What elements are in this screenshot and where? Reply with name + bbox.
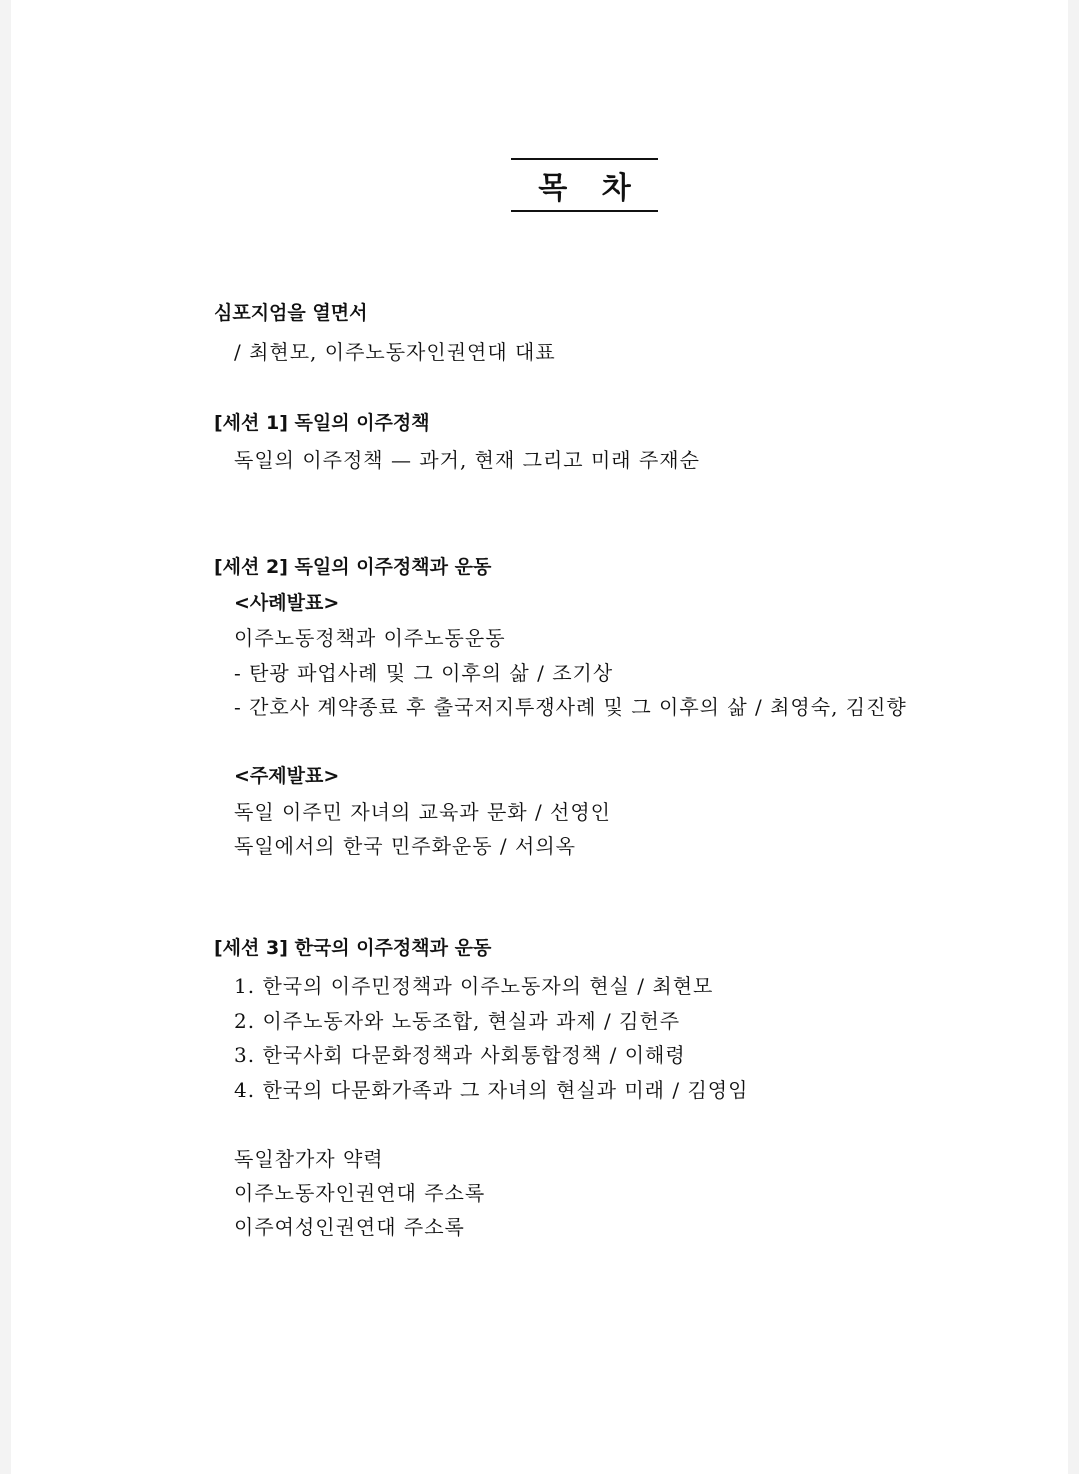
session3-item: 1. 한국의 이주민정책과 이주노동자의 현실 / 최현모 <box>234 974 714 998</box>
topic-item: 독일에서의 한국 민주화운동 / 서의옥 <box>234 834 576 858</box>
opening-heading: 심포지엄을 열면서 <box>214 302 368 324</box>
appendix-item: 이주여성인권연대 주소록 <box>234 1215 465 1239</box>
toc-title-box <box>511 158 658 212</box>
toc-title: 목 차 <box>538 171 643 206</box>
topic-item: 독일 이주민 자녀의 교육과 문화 / 선영인 <box>234 800 612 824</box>
session3-heading: [세션 3] 한국의 이주정책과 운동 <box>214 937 492 959</box>
session3-item: 4. 한국의 다문화가족과 그 자녀의 현실과 미래 / 김영임 <box>234 1078 749 1102</box>
case-heading: <사례발표> <box>234 592 340 614</box>
session1-item: 독일의 이주정책 — 과거, 현재 그리고 미래 주재순 <box>234 448 700 472</box>
session3-item: 3. 한국사회 다문화정책과 사회통합정책 / 이해령 <box>234 1043 686 1067</box>
opening-author: / 최현모, 이주노동자인권연대 대표 <box>234 340 556 364</box>
session3-item: 2. 이주노동자와 노동조합, 현실과 과제 / 김헌주 <box>234 1009 681 1033</box>
case-item: - 탄광 파업사례 및 그 이후의 삶 / 조기상 <box>234 661 614 685</box>
appendix-item: 이주노동자인권연대 주소록 <box>234 1181 486 1205</box>
session1-heading: [세션 1] 독일의 이주정책 <box>214 412 430 434</box>
case-item: 이주노동정책과 이주노동운동 <box>234 626 506 650</box>
appendix-item: 독일참가자 약력 <box>234 1147 384 1171</box>
case-item: - 간호사 계약종료 후 출국저지투쟁사례 및 그 이후의 삶 / 최영숙, 김진향 <box>234 695 907 719</box>
session2-heading: [세션 2] 독일의 이주정책과 운동 <box>214 556 492 578</box>
document-page <box>11 0 1068 1474</box>
topic-heading: <주제발표> <box>234 765 340 787</box>
